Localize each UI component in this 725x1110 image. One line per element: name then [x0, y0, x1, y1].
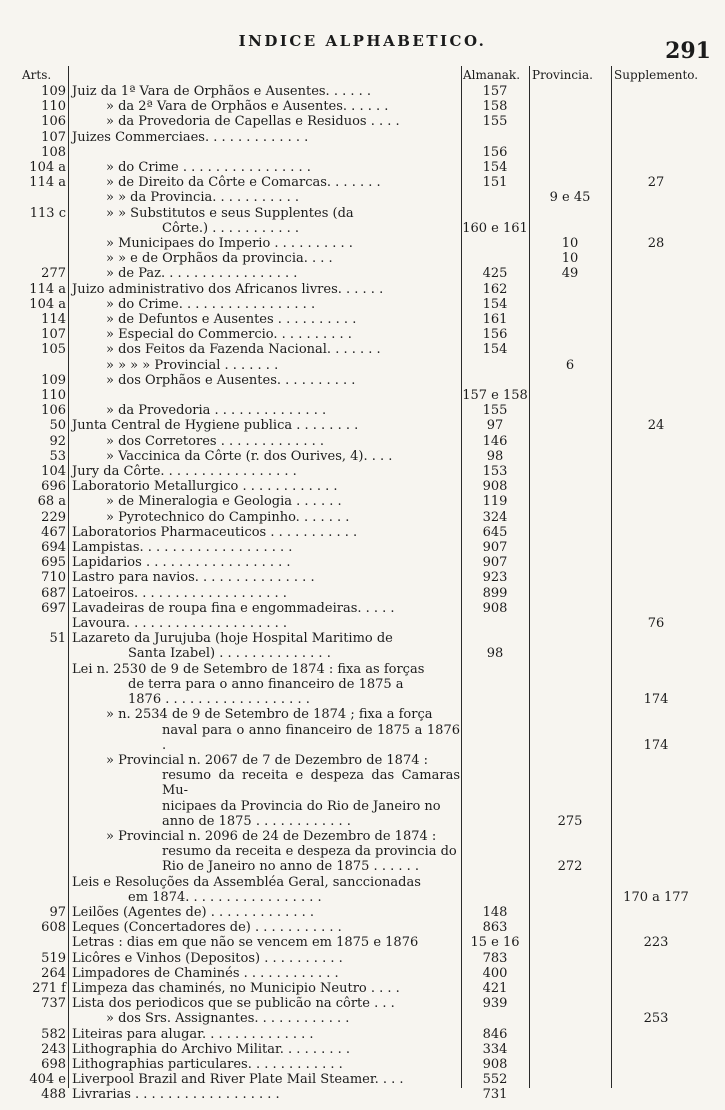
almanak-page-ref: 908: [482, 479, 508, 495]
entry-continuation-line: nicipaes da Provincia do Rio de Janeiro no: [162, 798, 441, 814]
entry-line: Lavoura. . . . . . . . . . . . . . . . . . . .: [72, 616, 288, 632]
entry-continuation-line: de terra para o anno financeiro de 1875 a: [128, 676, 404, 692]
entry-line: Letras : dias em que não se vencem em 1875 e 1876: [72, 935, 419, 951]
almanak-page-ref: 157 e 158: [462, 388, 528, 404]
almanak-page-ref: 160 e 161: [462, 220, 528, 236]
article-number: 105: [41, 342, 66, 358]
almanak-page-ref: 148: [482, 904, 508, 920]
entry-description: [72, 1027, 460, 1042]
entry-line: Lei n. 2530 de 9 de Setembro de 1874 : fixa as forças: [72, 661, 425, 677]
entry-description: [72, 175, 460, 190]
index-entry: [0, 525, 725, 540]
entry-description: [72, 84, 460, 99]
entry-description: [72, 586, 460, 601]
article-number: 697: [41, 600, 66, 616]
almanak-page-ref: 846: [482, 1026, 508, 1042]
index-entry: [0, 875, 725, 905]
index-entry: [0, 236, 725, 251]
entry-line: Limpadores de Chaminés . . . . . . . . . . . .: [72, 965, 339, 981]
entry-description: [72, 540, 460, 555]
article-number: 110: [41, 99, 66, 115]
index-entry: [0, 829, 725, 875]
almanak-page-ref: 151: [482, 175, 508, 191]
entry-description: [72, 510, 460, 525]
entry-description: [72, 829, 460, 875]
article-number: 404 e: [29, 1072, 66, 1088]
provincia-page-ref: 275: [557, 813, 583, 829]
entry-description: [72, 662, 460, 708]
almanak-page-ref: 923: [482, 570, 508, 586]
almanak-page-ref: 863: [482, 920, 508, 936]
entry-line: Lapidarios . . . . . . . . . . . . . . . . . .: [72, 555, 291, 571]
entry-line: Liteiras para alugar. . . . . . . . . . . . . .: [72, 1026, 314, 1042]
almanak-page-ref: 400: [482, 965, 508, 981]
article-number: 106: [41, 114, 66, 130]
index-entry: [0, 114, 725, 129]
almanak-page-ref: 153: [482, 464, 508, 480]
entry-line: » dos Orphãos e Ausentes. . . . . . . . . .: [106, 372, 356, 388]
entry-line: » Provincial n. 2096 de 24 de Dezembro de 1874 :: [106, 828, 437, 844]
article-number: 68 a: [37, 494, 66, 510]
article-number: 582: [41, 1026, 66, 1042]
entry-description: [72, 753, 460, 829]
almanak-page-ref: 161: [482, 312, 508, 328]
entry-line: Liverpool Brazil and River Plate Mail Steamer. . . .: [72, 1072, 404, 1088]
almanak-page-ref: 98: [486, 448, 504, 464]
entry-line: » de Mineralogia e Geologia . . . . . .: [106, 494, 342, 510]
page-number: 291: [665, 38, 711, 64]
index-entry: [0, 418, 725, 433]
provincia-page-ref: 6: [565, 357, 575, 373]
entry-line: Livrarias . . . . . . . . . . . . . . . . . .: [72, 1087, 280, 1103]
index-entry: [0, 206, 725, 236]
almanak-page-ref: 908: [482, 1056, 508, 1072]
entry-continuation-line: anno de 1875 . . . . . . . . . . . .: [162, 813, 351, 829]
almanak-page-ref: 98: [486, 646, 504, 662]
index-entry: [0, 327, 725, 342]
almanak-page-ref: 899: [482, 585, 508, 601]
entry-line: » do Crime . . . . . . . . . . . . . . . .: [106, 160, 311, 175]
index-entry: [0, 449, 725, 464]
article-number: 104 a: [29, 160, 66, 175]
entry-description: [72, 981, 460, 996]
entry-description: [72, 525, 460, 540]
article-number: 698: [41, 1056, 66, 1072]
index-entry: [0, 358, 725, 373]
index-entry: [0, 981, 725, 996]
entry-continuation-line: Rio de Janeiro no anno de 1875 . . . . . .: [162, 859, 420, 875]
article-number: 114 a: [29, 281, 66, 297]
entry-description: [72, 190, 460, 205]
header-almanak: Almanak.: [463, 68, 521, 82]
index-entry: [0, 951, 725, 966]
index-entry: [0, 494, 725, 509]
index-entry: [0, 297, 725, 312]
header-supplemento: Supplemento.: [614, 68, 699, 82]
entry-description: [72, 935, 460, 950]
entry-continuation-line: em 1874. . . . . . . . . . . . . . . . .: [128, 889, 322, 905]
entry-line: » Vaccinica da Côrte (r. dos Ourives, 4). . . .: [106, 448, 393, 464]
supplemento-page-ref: 253: [643, 1011, 669, 1027]
supplemento-page-ref: 76: [647, 616, 665, 632]
entry-description: [72, 358, 460, 373]
almanak-page-ref: 154: [482, 160, 508, 175]
provincia-page-ref: 272: [557, 859, 583, 875]
almanak-page-ref: 162: [482, 281, 508, 297]
index-entry: [0, 510, 725, 525]
entry-description: [72, 616, 460, 631]
entry-continuation-line: resumo da receita e despeza da provincia do: [162, 844, 457, 860]
article-number: 277: [41, 266, 66, 282]
entry-description: [72, 905, 460, 920]
almanak-page-ref: 907: [482, 555, 508, 571]
entry-line: Leis e Resoluções da Assembléa Geral, sanccionadas: [72, 874, 421, 890]
header-provincia: Provincia.: [532, 68, 593, 82]
entry-description: [72, 1011, 460, 1026]
entry-line: Laboratorios Pharmaceuticos . . . . . . . . . . .: [72, 524, 358, 540]
article-number: 467: [41, 524, 66, 540]
entry-line: Juiz da 1ª Vara de Orphãos e Ausentes. . . . . .: [72, 84, 372, 99]
entry-description: [72, 1057, 460, 1072]
entry-line: » de Direito da Côrte e Comarcas. . . . . . .: [106, 175, 381, 191]
entry-description: [72, 1087, 460, 1102]
index-entry: [0, 251, 725, 266]
index-entry: [0, 266, 725, 281]
entry-line: Lampistas. . . . . . . . . . . . . . . . . . .: [72, 540, 293, 556]
article-number: 109 110: [41, 372, 66, 404]
index-entry: [0, 935, 725, 950]
supplemento-page-ref: 24: [647, 418, 665, 434]
article-number: 109: [41, 84, 66, 99]
index-entry: [0, 84, 725, 99]
entry-description: [72, 1072, 460, 1087]
entry-line: Latoeiros. . . . . . . . . . . . . . . . . . .: [72, 585, 287, 601]
almanak-page-ref: 421: [482, 980, 508, 996]
entry-description: [72, 555, 460, 570]
index-entry: [0, 1072, 725, 1087]
entry-line: Leques (Concertadores de) . . . . . . . . . . .: [72, 920, 342, 936]
entry-line: » Especial do Commercio. . . . . . . . . .: [106, 327, 352, 343]
almanak-page-ref: 645: [482, 524, 508, 540]
entry-line: Juizes Commerciaes. . . . . . . . . . . . .: [72, 129, 309, 145]
entry-description: [72, 342, 460, 357]
index-entry: [0, 99, 725, 114]
almanak-page-ref: 156: [482, 327, 508, 343]
index-entry: [0, 555, 725, 570]
almanak-page-ref: 155: [482, 114, 508, 130]
entry-line: Lithographia do Archivo Militar. . . . . . . . .: [72, 1041, 351, 1057]
article-number: 271 f: [32, 980, 66, 996]
index-entry: [0, 662, 725, 708]
entry-description: [72, 875, 460, 905]
index-entry: [0, 631, 725, 661]
entry-line: Juizo administrativo dos Africanos livres. . . . . .: [72, 281, 384, 297]
article-number: 608: [41, 920, 66, 936]
almanak-page-ref: 425: [482, 266, 508, 282]
almanak-page-ref: 783: [482, 950, 508, 966]
entry-line: » dos Feitos da Fazenda Nacional. . . . . . .: [106, 342, 381, 358]
almanak-page-ref: 907: [482, 540, 508, 556]
almanak-page-ref: 158: [482, 99, 508, 115]
entry-description: [72, 1042, 460, 1057]
entry-line: Lithographias particulares. . . . . . . . . . . .: [72, 1056, 343, 1072]
entry-description: [72, 951, 460, 966]
entry-description: [72, 373, 460, 388]
article-number: 243: [41, 1041, 66, 1057]
header-arts: Arts.: [22, 68, 52, 82]
entry-description: [72, 920, 460, 935]
article-number: 107 108: [41, 129, 66, 160]
article-number: 50: [49, 418, 66, 434]
almanak-page-ref: 155: [482, 403, 508, 419]
article-number: 695: [41, 555, 66, 571]
article-number: 97: [49, 904, 66, 920]
entry-description: [72, 631, 460, 661]
article-number: 696: [41, 479, 66, 495]
entry-description: [72, 601, 460, 616]
entry-line: » Provincial n. 2067 de 7 de Dezembro de 1874 :: [106, 752, 429, 768]
index-entry: [0, 540, 725, 555]
supplemento-page-ref: 174: [643, 737, 669, 753]
entry-description: [72, 403, 460, 418]
entry-line: » do Crime. . . . . . . . . . . . . . . . .: [106, 296, 316, 312]
entry-line: » Municipaes do Imperio . . . . . . . . . .: [106, 236, 353, 252]
entry-description: [72, 206, 460, 236]
supplemento-page-ref: 27: [647, 175, 665, 191]
almanak-page-ref: 15 e 16: [470, 935, 520, 951]
entry-description: [72, 160, 460, 175]
entry-line: » » » » Provincial . . . . . . .: [106, 357, 279, 373]
entry-line: Lavadeiras de roupa fina e engommadeiras. . . . .: [72, 600, 395, 616]
article-number: 264: [41, 965, 66, 981]
index-entry: [0, 160, 725, 175]
entry-description: [72, 297, 460, 312]
entry-description: [72, 570, 460, 585]
index-entry: [0, 753, 725, 829]
entry-line: » de Defuntos e Ausentes . . . . . . . . . .: [106, 312, 357, 328]
entry-description: [72, 266, 460, 281]
entry-description: [72, 707, 460, 753]
entry-line: » dos Corretores . . . . . . . . . . . . .: [106, 433, 325, 449]
entry-line: » da 2ª Vara de Orphãos e Ausentes. . . . . .: [106, 99, 389, 115]
entry-description: [72, 494, 460, 509]
entry-line: Lastro para navios. . . . . . . . . . . . . . .: [72, 570, 315, 586]
entry-description: [72, 114, 460, 129]
almanak-page-ref: 324: [482, 509, 508, 525]
index-entry: [0, 312, 725, 327]
entry-line: » n. 2534 de 9 de Setembro de 1874 ; fixa a força: [106, 707, 433, 723]
index-entry: [0, 130, 725, 160]
entry-line: » » da Provincia. . . . . . . . . . .: [106, 190, 300, 206]
almanak-page-ref: 334: [482, 1041, 508, 1057]
index-entry: [0, 1042, 725, 1057]
entry-line: Junta Central de Hygiene publica . . . . . . . .: [72, 418, 359, 434]
entry-line: Limpeza das chaminés, no Municipio Neutro . . . .: [72, 980, 400, 996]
index-entry: [0, 996, 725, 1011]
provincia-page-ref: 9 e 45: [549, 190, 591, 206]
almanak-page-ref: 939: [482, 996, 508, 1012]
entry-line: » de Paz. . . . . . . . . . . . . . . . .: [106, 266, 298, 282]
almanak-page-ref: 119: [482, 494, 508, 510]
index-entry: [0, 479, 725, 494]
almanak-page-ref: 154: [482, 342, 508, 358]
entry-line: Lazareto da Jurujuba (hoje Hospital Maritimo de: [72, 631, 393, 647]
entry-line: » dos Srs. Assignantes. . . . . . . . . . . .: [106, 1011, 350, 1027]
almanak-page-ref: 157: [482, 84, 508, 99]
index-entry: [0, 373, 725, 403]
entry-continuation-line: naval para o anno financeiro de 1875 a 1876 .: [162, 722, 460, 753]
entry-continuation-line: Côrte.) . . . . . . . . . . .: [162, 220, 300, 236]
article-number: 104: [41, 464, 66, 480]
index-entry: [0, 1011, 725, 1026]
index-entry: [0, 966, 725, 981]
index-entry: [0, 403, 725, 418]
article-number: 107: [41, 327, 66, 343]
entry-description: [72, 434, 460, 449]
entry-continuation-line: Santa Izabel) . . . . . . . . . . . . . .: [128, 646, 331, 662]
article-number: 737: [41, 996, 66, 1012]
index-entries: [0, 84, 725, 1103]
article-number: 114 a: [29, 175, 66, 191]
supplemento-page-ref: 174: [643, 692, 669, 708]
index-entry: [0, 920, 725, 935]
entry-description: [72, 327, 460, 342]
entry-continuation-line: 1876 . . . . . . . . . . . . . . . . . .: [128, 692, 310, 708]
entry-line: » da Provedoria de Capellas e Residuos . . . .: [106, 114, 400, 130]
entry-continuation-line: resumo da receita e despeza das Camaras Mu-: [162, 768, 460, 799]
entry-description: [72, 99, 460, 114]
provincia-page-ref: 10: [561, 236, 579, 252]
article-number: 53: [49, 448, 66, 464]
index-entry: [0, 190, 725, 205]
index-entry: [0, 434, 725, 449]
index-entry: [0, 616, 725, 631]
entry-line: Licôres e Vinhos (Depositos) . . . . . . . . . .: [72, 950, 343, 966]
entry-description: [72, 966, 460, 981]
entry-line: Jury da Côrte. . . . . . . . . . . . . . . . .: [72, 464, 297, 480]
entry-description: [72, 479, 460, 494]
index-entry: [0, 1027, 725, 1042]
entry-description: [72, 251, 460, 266]
entry-description: [72, 312, 460, 327]
entry-line: » da Provedoria . . . . . . . . . . . . . .: [106, 403, 327, 419]
article-number: 92: [49, 433, 66, 449]
article-number: 106: [41, 403, 66, 419]
article-number: 51: [49, 631, 66, 647]
index-entry: [0, 905, 725, 920]
article-number: 114: [41, 312, 66, 328]
provincia-page-ref: 49: [561, 266, 579, 282]
almanak-page-ref: 97: [486, 418, 504, 434]
supplemento-page-ref: 28: [647, 236, 665, 252]
entry-description: [72, 418, 460, 433]
index-entry: [0, 570, 725, 585]
entry-description: [72, 236, 460, 251]
index-entry: [0, 464, 725, 479]
index-entry: [0, 707, 725, 753]
entry-description: [72, 449, 460, 464]
index-entry: [0, 1087, 725, 1102]
provincia-page-ref: 10: [561, 251, 579, 267]
entry-description: [72, 130, 460, 145]
article-number: 519: [41, 950, 66, 966]
article-number: 710: [41, 570, 66, 586]
almanak-page-ref: 154: [482, 296, 508, 312]
entry-line: » » e de Orphãos da provincia. . . .: [106, 251, 333, 267]
article-number: 104 a: [29, 296, 66, 312]
almanak-page-ref: 731: [482, 1087, 508, 1103]
running-title: INDICE ALPHABETICO.: [238, 32, 487, 50]
article-number: 113 c: [29, 205, 66, 221]
entry-line: » Pyrotechnico do Campinho. . . . . . .: [106, 509, 350, 525]
index-entry: [0, 586, 725, 601]
supplemento-page-ref: 170 a 177: [623, 889, 689, 905]
almanak-page-ref: 156: [482, 144, 508, 160]
almanak-page-ref: 146: [482, 433, 508, 449]
entry-description: [72, 996, 460, 1011]
index-entry: [0, 175, 725, 190]
index-entry: [0, 282, 725, 297]
supplemento-page-ref: 223: [643, 935, 669, 951]
index-entry: [0, 601, 725, 616]
almanak-page-ref: 552: [482, 1072, 508, 1088]
article-number: 229: [41, 509, 66, 525]
index-entry: [0, 342, 725, 357]
entry-line: » » Substitutos e seus Supplentes (da: [106, 205, 354, 221]
entry-line: Leilões (Agentes de) . . . . . . . . . . . . .: [72, 904, 315, 920]
entry-line: Lista dos periodicos que se publicão na côrte . . .: [72, 996, 395, 1012]
entry-line: Laboratorio Metallurgico . . . . . . . . . . . .: [72, 479, 338, 495]
almanak-page-ref: 908: [482, 600, 508, 616]
article-number: 694: [41, 540, 66, 556]
article-number: 488: [41, 1087, 66, 1103]
entry-description: [72, 464, 460, 479]
article-number: 687: [41, 585, 66, 601]
index-entry: [0, 1057, 725, 1072]
entry-description: [72, 282, 460, 297]
